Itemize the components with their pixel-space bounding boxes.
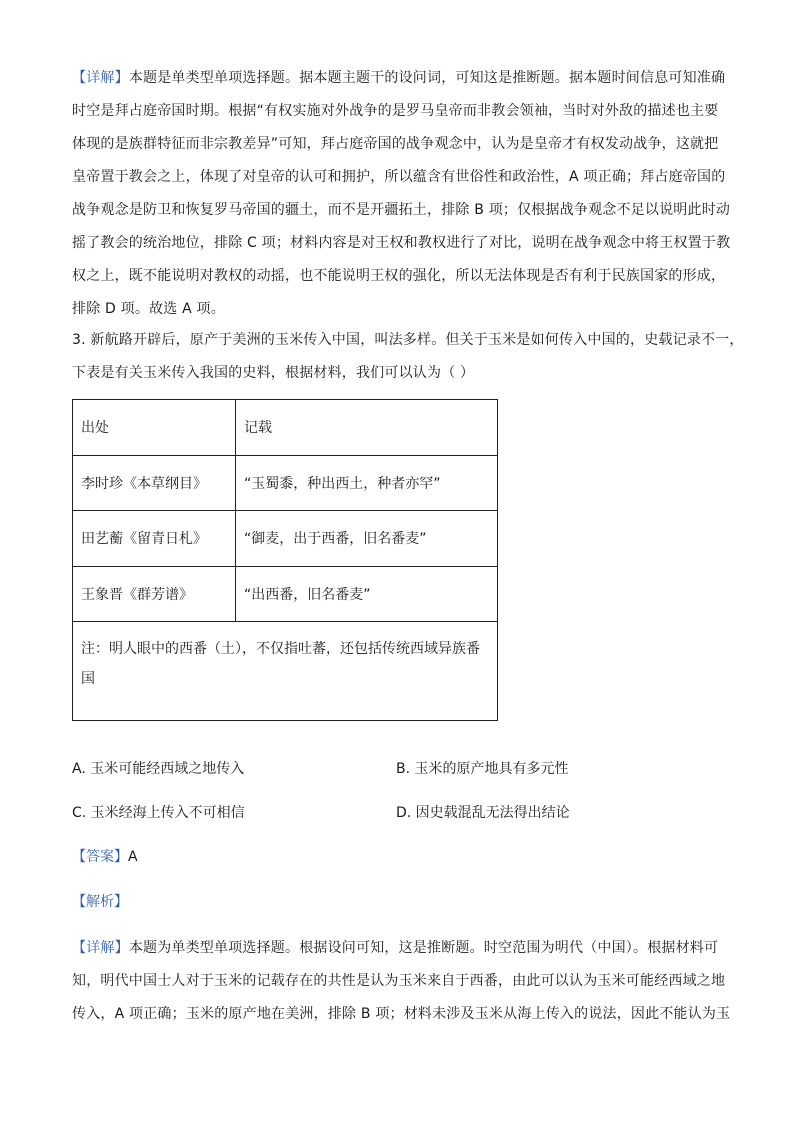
detail-tag: 【详解】 [72,940,129,956]
option-c: C. 玉米经海上传入不可相信 [72,805,245,821]
question-3-stem [72,324,744,390]
table-note: 注：明人眼中的西番（土），不仅指吐蕃，还包括传统西域异族番 国 [73,622,498,721]
table-row [73,566,498,622]
cell-source: 田艺蘅《留青日札》 [73,511,236,567]
question-line: 下表是有关玉米传入我国的史料，根据材料，我们可以认为（ ） [72,365,475,381]
detail-line: 摇了教会的统治地位，排除 C 项；材料内容是对王权和教权进行了对比，说明在战争观念中将王权置于教 [72,235,731,251]
detail-line: 战争观念是防卫和恢复罗马帝国的疆土，而不是开疆拓土，排除 B 项；仅根据战争观念不足以说明此时动 [72,202,731,218]
source-table [72,399,498,721]
answer-tag: 【答案】 [72,849,128,865]
answer-value: A [128,849,138,865]
question-line: 3. 新航路开辟后，原产于美洲的玉米传入中国，叫法多样。但关于玉米是如何传入中国的，史载记录不一， [72,332,744,348]
answer-line [72,847,138,867]
table-row [73,455,498,511]
detail-line: 【详解】本题是单类型单项选择题。据本题主题干的设问词，可知这是推断题。据本题时间信息可知准确 [72,70,726,86]
option-d: D. 因史载混乱无法得出结论 [396,805,570,821]
cell-record: “御麦，出于西番，旧名番麦” [236,511,498,567]
detail-paragraph-2 [72,932,731,1031]
table-header-row [73,400,498,456]
detail-line: 时空是拜占庭帝国时期。根据“有权实施对外战争的是罗马皇帝而非教会领袖，当时对外敌的描述也主要 [72,103,719,119]
option-a: A. 玉米可能经西域之地传入 [72,761,245,777]
option-b: B. 玉米的原产地具有多元性 [396,761,569,777]
detail-line: 【详解】本题为单类型单项选择题。根据设问可知，这是推断题。时空范围为明代（中国）。根据材料可 [72,940,719,956]
cell-source: 王象晋《群芳谱》 [73,566,236,622]
detail-line: 权之上，既不能说明对教权的动摇，也不能说明王权的强化，所以无法体现是否有利于民族国家的形成， [72,268,726,284]
table-note-row [73,622,498,721]
detail-line: 传入，A 项正确；玉米的原产地在美洲，排除 B 项；材料未涉及玉米从海上传入的说法，因此不能认为玉 [72,1006,731,1022]
header-record: 记载 [236,400,498,456]
detail-line: 知，明代中国士人对于玉米的记载存在的共性是认为玉米来自于西番，由此可以认为玉米可能经西域之地 [72,973,726,989]
header-source: 出处 [73,400,236,456]
cell-record: “玉蜀黍，种出西土，种者亦罕” [236,455,498,511]
detail-tag: 【详解】 [72,70,129,86]
table-row [73,511,498,567]
detail-line: 体现的是族群特征而非宗教差异”可知，拜占庭帝国的战争观念中，认为是皇帝才有权发动战争，这就把 [72,136,719,152]
detail-paragraph-1 [72,62,731,326]
cell-record: “出西番，旧名番麦” [236,566,498,622]
analysis-heading: 【解析】 [72,894,128,910]
cell-source: 李时珍《本草纲目》 [73,455,236,511]
detail-line: 皇帝置于教会之上，体现了对皇帝的认可和拥护，所以蕴含有世俗性和政治性，A 项正确；拜占庭帝国的 [72,169,726,185]
detail-line: 排除 D 项。故选 A 项。 [72,301,225,317]
